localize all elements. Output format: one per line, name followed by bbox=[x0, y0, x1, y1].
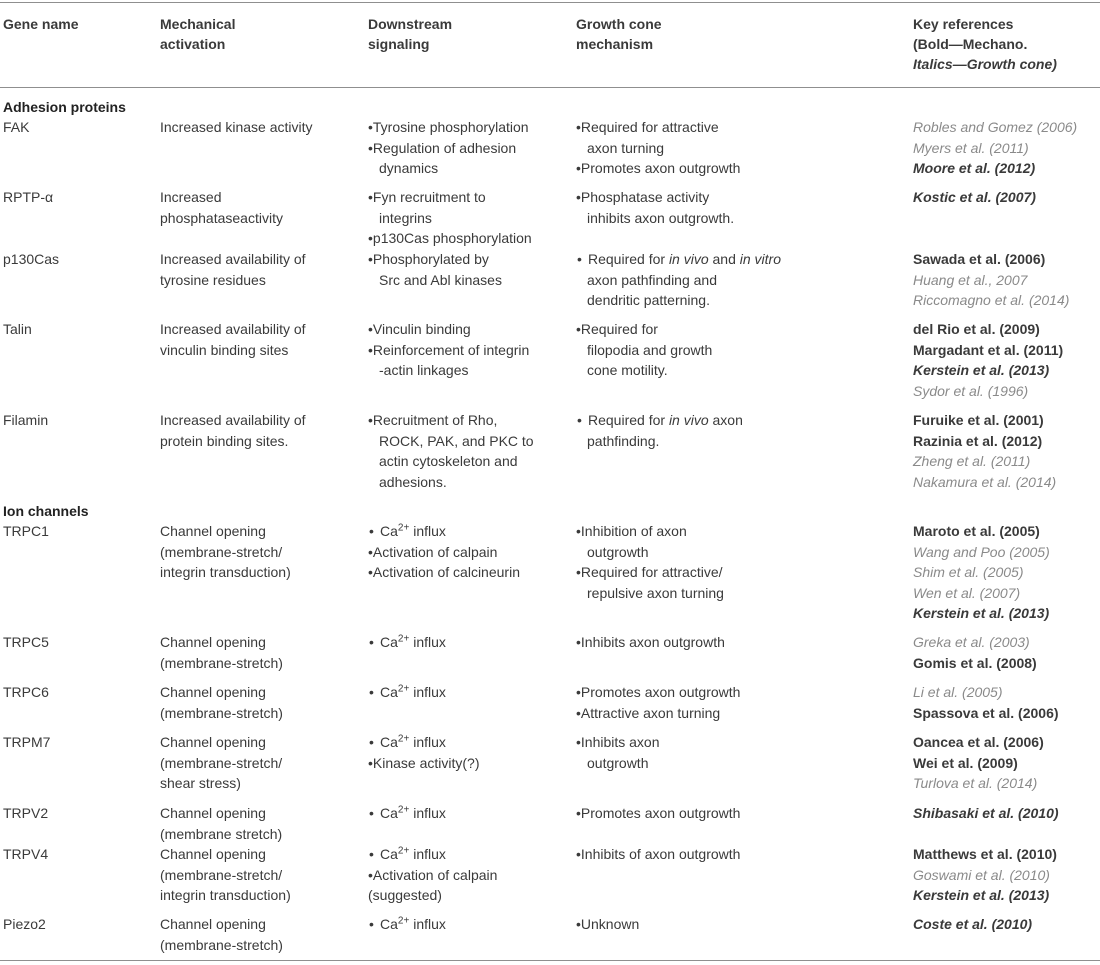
column-header-mech bbox=[160, 14, 235, 54]
reference: Huang et al., 2007 bbox=[913, 271, 1028, 288]
cell-line bbox=[368, 732, 568, 753]
reference: Kerstein et al. (2013) bbox=[913, 362, 1050, 378]
reference: Wei et al. (2009) bbox=[913, 754, 1018, 771]
cell-line: tyrosine residues bbox=[160, 271, 266, 288]
down-cell bbox=[368, 319, 568, 381]
cell-line: vinculin binding sites bbox=[160, 341, 289, 358]
text-run-italic: in vitro bbox=[739, 251, 781, 267]
down-cell bbox=[368, 187, 568, 249]
cell-line: Increased availability of bbox=[160, 412, 306, 428]
gene-name: RPTP-α bbox=[3, 189, 54, 205]
cell-line: •Promotes axon outgrowth bbox=[576, 805, 741, 821]
refs-cell bbox=[913, 803, 1100, 824]
growth-cell bbox=[576, 521, 906, 603]
cell-line: (membrane-stretch) bbox=[160, 654, 283, 671]
cell-line: Increased kinase activity bbox=[160, 119, 313, 135]
reference: del Rio et al. (2009) bbox=[913, 321, 1040, 337]
growth-cell bbox=[576, 632, 906, 653]
cell-line: •Activation of calpain bbox=[368, 543, 498, 560]
reference: Razinia et al. (2012) bbox=[913, 432, 1043, 449]
gene-name: Filamin bbox=[3, 412, 49, 428]
growth-cell bbox=[576, 803, 906, 824]
cell-line: Increased availability of bbox=[160, 251, 306, 267]
cell-line: shear stress) bbox=[160, 775, 241, 791]
text-run: influx bbox=[409, 916, 446, 932]
column-header-gene bbox=[3, 14, 78, 34]
header-text: Gene name bbox=[3, 16, 79, 32]
cell-line bbox=[576, 249, 906, 270]
cell-line: Channel opening bbox=[160, 734, 266, 750]
cell-line: axon pathfinding and bbox=[587, 271, 717, 288]
cell-line: repulsive axon turning bbox=[587, 584, 724, 601]
header-text: Mechanical bbox=[160, 16, 236, 32]
down-cell bbox=[368, 117, 568, 179]
reference: Greka et al. (2003) bbox=[913, 634, 1030, 650]
cell-line: •Phosphatase activity bbox=[576, 189, 710, 205]
cell-line: actin cytoskeleton and bbox=[379, 453, 518, 469]
cell-line: adhesions. bbox=[379, 473, 447, 490]
cell-line bbox=[368, 521, 568, 542]
cell-line: •Regulation of adhesion bbox=[368, 139, 517, 156]
reference: Li et al. (2005) bbox=[913, 684, 1003, 700]
superscript: 2+ bbox=[397, 522, 410, 534]
reference: Turlova et al. (2014) bbox=[913, 775, 1038, 791]
superscript: 2+ bbox=[397, 845, 410, 857]
superscript: 2+ bbox=[397, 915, 410, 927]
cell-line: pathfinding. bbox=[587, 432, 660, 449]
refs-cell bbox=[913, 914, 1100, 935]
cell-line: ROCK, PAK, and PKC to bbox=[379, 432, 534, 449]
text-run-italic: in vivo bbox=[668, 251, 709, 267]
text-run: influx bbox=[409, 523, 446, 539]
cell-line: Increased bbox=[160, 189, 222, 205]
gene-name: TRPC5 bbox=[3, 634, 49, 650]
reference: Gomis et al. (2008) bbox=[913, 654, 1037, 671]
gene-name: Talin bbox=[3, 321, 32, 337]
refs-cell bbox=[913, 632, 1100, 673]
text-run: influx bbox=[409, 684, 446, 700]
cell-line: •Required for attractive bbox=[576, 119, 719, 135]
cell-line: •Attractive axon turning bbox=[576, 704, 721, 721]
reference: Zheng et al. (2011) bbox=[913, 453, 1031, 469]
cell-line: Increased availability of bbox=[160, 321, 306, 337]
refs-cell bbox=[913, 410, 1100, 492]
cell-line: (membrane-stretch/ bbox=[160, 866, 283, 883]
cell-line bbox=[368, 682, 568, 703]
down-cell bbox=[368, 732, 568, 773]
cell-line: filopodia and growth bbox=[587, 341, 713, 358]
mech-cell bbox=[160, 682, 360, 723]
text-run: influx bbox=[409, 805, 446, 821]
cell-line: Channel opening bbox=[160, 684, 266, 700]
refs-cell bbox=[913, 682, 1100, 723]
reference: Shibasaki et al. (2010) bbox=[913, 805, 1059, 821]
reference: Robles and Gomez (2006) bbox=[913, 119, 1078, 135]
section-ion-channels: Ion channels bbox=[3, 503, 89, 519]
cell-line: •Vinculin binding bbox=[368, 321, 471, 337]
header-text: (Bold—Mechano. bbox=[913, 36, 1028, 52]
header-bottom-rule bbox=[0, 87, 1100, 88]
cell-line: •Recruitment of Rho, bbox=[368, 412, 498, 428]
mech-cell bbox=[160, 521, 360, 583]
cell-line: Channel opening bbox=[160, 916, 266, 932]
text-run: Ca bbox=[380, 805, 398, 821]
reference: Oancea et al. (2006) bbox=[913, 734, 1044, 750]
reference: Sawada et al. (2006) bbox=[913, 251, 1046, 267]
header-text: activation bbox=[160, 36, 226, 52]
cell-line: outgrowth bbox=[587, 543, 649, 560]
reference: Shim et al. (2005) bbox=[913, 564, 1024, 580]
cell-line bbox=[368, 844, 568, 865]
cell-line: cone motility. bbox=[587, 362, 668, 378]
header-text: Italics—Growth cone) bbox=[913, 56, 1057, 72]
gene-name: p130Cas bbox=[3, 251, 60, 267]
cell-line: protein binding sites. bbox=[160, 432, 289, 449]
reference: Kerstein et al. (2013) bbox=[913, 887, 1050, 903]
cell-line: •Activation of calpain bbox=[368, 866, 498, 883]
reference: Nakamura et al. (2014) bbox=[913, 473, 1057, 490]
cell-line: (membrane-stretch/ bbox=[160, 754, 283, 771]
cell-line: •p130Cas phosphorylation bbox=[368, 230, 532, 246]
reference: Spassova et al. (2006) bbox=[913, 704, 1059, 721]
mech-cell bbox=[160, 410, 360, 451]
mech-cell bbox=[160, 632, 360, 673]
down-cell bbox=[368, 844, 568, 906]
cell-line: dendritic patterning. bbox=[587, 292, 710, 308]
superscript: 2+ bbox=[397, 804, 410, 816]
cell-line bbox=[368, 632, 568, 653]
mech-cell bbox=[160, 844, 360, 906]
text-run: influx bbox=[409, 846, 446, 862]
cell-line: (suggested) bbox=[368, 887, 442, 903]
growth-cell bbox=[576, 410, 906, 451]
reference: Wen et al. (2007) bbox=[913, 584, 1021, 601]
down-cell bbox=[368, 249, 568, 290]
text-run: Ca bbox=[380, 916, 398, 932]
cell-line bbox=[368, 803, 568, 824]
gene-name: Piezo2 bbox=[3, 916, 46, 932]
refs-cell bbox=[913, 117, 1100, 179]
cell-line: Channel opening bbox=[160, 634, 266, 650]
growth-cell bbox=[576, 844, 906, 865]
cell-line: •Inhibits axon outgrowth bbox=[576, 634, 725, 650]
text-run: influx bbox=[409, 634, 446, 650]
text-run: axon bbox=[708, 412, 743, 428]
cell-line: inhibits axon outgrowth. bbox=[587, 209, 735, 226]
growth-cell bbox=[576, 682, 906, 723]
reference: Furuike et al. (2001) bbox=[913, 412, 1044, 428]
cell-line: Channel opening bbox=[160, 805, 266, 821]
cell-line bbox=[576, 410, 906, 431]
text-run: Ca bbox=[380, 634, 398, 650]
down-cell bbox=[368, 803, 568, 824]
cell-line: •Unknown bbox=[576, 916, 640, 932]
text-run: Ca bbox=[380, 734, 398, 750]
column-header-refs bbox=[913, 14, 1057, 74]
mech-cell bbox=[160, 249, 360, 290]
cell-line: •Tyrosine phosphorylation bbox=[368, 119, 529, 135]
header-text: signaling bbox=[368, 36, 430, 52]
gene-name: TRPV2 bbox=[3, 805, 49, 821]
growth-cell bbox=[576, 249, 906, 311]
cell-line: •Reinforcement of integrin bbox=[368, 341, 530, 358]
growth-cell bbox=[576, 914, 906, 935]
down-cell bbox=[368, 632, 568, 653]
cell-line: Channel opening bbox=[160, 523, 266, 539]
gene-name: TRPV4 bbox=[3, 846, 49, 862]
reference: Goswami et al. (2010) bbox=[913, 866, 1050, 883]
mech-cell bbox=[160, 914, 360, 955]
column-header-growth bbox=[576, 14, 662, 54]
superscript: 2+ bbox=[397, 733, 410, 745]
cell-line: phosphataseactivity bbox=[160, 209, 283, 226]
gene-name: TRPC6 bbox=[3, 684, 49, 700]
text-run-italic: in vivo bbox=[668, 412, 709, 428]
cell-line: (membrane-stretch/ bbox=[160, 543, 283, 560]
gene-name: TRPM7 bbox=[3, 734, 51, 750]
cell-line: •Inhibition of axon bbox=[576, 523, 687, 539]
cell-line: •Activation of calcineurin bbox=[368, 564, 520, 580]
refs-cell bbox=[913, 732, 1100, 794]
mech-cell bbox=[160, 117, 360, 138]
cell-line: -actin linkages bbox=[379, 362, 469, 378]
mech-cell bbox=[160, 732, 360, 794]
header-text: Growth cone bbox=[576, 16, 662, 32]
header-text: mechanism bbox=[576, 36, 654, 52]
cell-line: (membrane-stretch) bbox=[160, 936, 283, 953]
header-text: Key references bbox=[913, 16, 1014, 32]
reference: Sydor et al. (1996) bbox=[913, 382, 1029, 399]
reference: Kerstein et al. (2013) bbox=[913, 605, 1050, 621]
cell-line: •Kinase activity(?) bbox=[368, 754, 480, 771]
text-run: Ca bbox=[380, 523, 398, 539]
table-bottom-rule bbox=[0, 960, 1100, 961]
text-run: Ca bbox=[380, 846, 398, 862]
cell-line: •Inhibits of axon outgrowth bbox=[576, 846, 741, 862]
cell-line: •Phosphorylated by bbox=[368, 251, 489, 267]
cell-line: integrins bbox=[379, 209, 432, 226]
column-header-down bbox=[368, 14, 452, 54]
text-run: Required for bbox=[588, 251, 669, 267]
refs-cell bbox=[913, 319, 1100, 401]
cell-line: outgrowth bbox=[587, 754, 649, 771]
mech-cell bbox=[160, 803, 360, 844]
refs-cell bbox=[913, 844, 1100, 906]
cell-line: (membrane-stretch) bbox=[160, 704, 283, 721]
cell-line: •Required for bbox=[576, 321, 658, 337]
superscript: 2+ bbox=[397, 683, 410, 695]
cell-line: Src and Abl kinases bbox=[379, 271, 502, 288]
reference: Matthews et al. (2010) bbox=[913, 846, 1057, 862]
down-cell bbox=[368, 521, 568, 583]
cell-line: (membrane stretch) bbox=[160, 825, 283, 842]
mech-cell bbox=[160, 187, 360, 228]
cell-line: •Fyn recruitment to bbox=[368, 189, 486, 205]
reference: Kostic et al. (2007) bbox=[913, 189, 1036, 205]
down-cell bbox=[368, 914, 568, 935]
reference: Maroto et al. (2005) bbox=[913, 523, 1040, 539]
cell-line: •Inhibits axon bbox=[576, 734, 660, 750]
cell-line: •Required for attractive/ bbox=[576, 564, 723, 580]
text-run: influx bbox=[409, 734, 446, 750]
refs-cell bbox=[913, 521, 1100, 624]
cell-line: •Promotes axon outgrowth bbox=[576, 160, 741, 176]
growth-cell bbox=[576, 187, 906, 228]
reference: Riccomagno et al. (2014) bbox=[913, 292, 1070, 308]
superscript: 2+ bbox=[397, 633, 410, 645]
refs-cell bbox=[913, 249, 1100, 311]
reference: Wang and Poo (2005) bbox=[913, 543, 1050, 560]
growth-cell bbox=[576, 319, 906, 381]
cell-line: •Promotes axon outgrowth bbox=[576, 684, 741, 700]
text-run: Required for bbox=[588, 412, 669, 428]
reference: Margadant et al. (2011) bbox=[913, 341, 1064, 358]
cell-line: dynamics bbox=[379, 160, 439, 176]
cell-line: Channel opening bbox=[160, 846, 266, 862]
reference: Coste et al. (2010) bbox=[913, 916, 1033, 932]
table-top-rule bbox=[0, 2, 1100, 3]
down-cell bbox=[368, 682, 568, 703]
gene-name: TRPC1 bbox=[3, 523, 49, 539]
text-run: and bbox=[708, 251, 740, 267]
header-text: Downstream bbox=[368, 16, 453, 32]
cell-line bbox=[368, 914, 568, 935]
mech-cell bbox=[160, 319, 360, 360]
section-adhesion: Adhesion proteins bbox=[3, 99, 126, 115]
growth-cell bbox=[576, 117, 906, 179]
text-run: Ca bbox=[380, 684, 398, 700]
down-cell bbox=[368, 410, 568, 492]
cell-line: axon turning bbox=[587, 139, 665, 156]
refs-cell bbox=[913, 187, 1100, 208]
cell-line: integrin transduction) bbox=[160, 887, 291, 903]
reference: Moore et al. (2012) bbox=[913, 160, 1036, 176]
cell-line: integrin transduction) bbox=[160, 564, 291, 580]
gene-name: FAK bbox=[3, 119, 30, 135]
growth-cell bbox=[576, 732, 906, 773]
reference: Myers et al. (2011) bbox=[913, 139, 1029, 156]
